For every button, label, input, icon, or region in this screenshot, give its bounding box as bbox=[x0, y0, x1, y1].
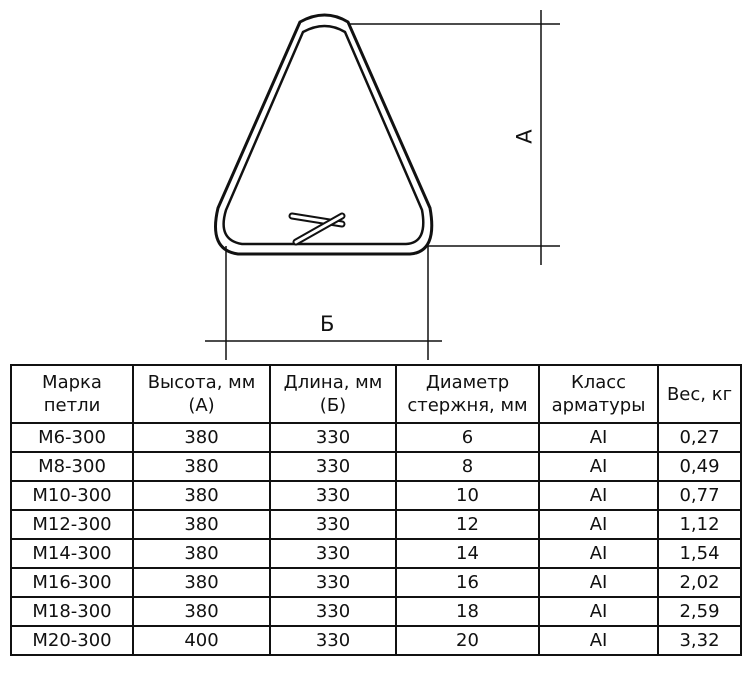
cell-height: 380 bbox=[133, 423, 270, 452]
cell-class: AI bbox=[539, 568, 658, 597]
header-diameter: Диаметр стержня, мм bbox=[396, 365, 539, 423]
cell-grade: M12-300 bbox=[11, 510, 133, 539]
cell-height: 400 bbox=[133, 626, 270, 655]
cell-length: 330 bbox=[270, 423, 396, 452]
table-row bbox=[11, 510, 741, 539]
loop-inner-contour bbox=[224, 26, 424, 244]
cell-weight: 3,32 bbox=[658, 626, 741, 655]
cell-weight: 2,02 bbox=[658, 568, 741, 597]
header-weight: Вес, кг bbox=[658, 365, 741, 423]
cell-class: AI bbox=[539, 539, 658, 568]
cell-grade: M16-300 bbox=[11, 568, 133, 597]
cell-diameter: 18 bbox=[396, 597, 539, 626]
table-row bbox=[11, 423, 741, 452]
table-row bbox=[11, 481, 741, 510]
dimension-a-label: А bbox=[512, 129, 537, 144]
cell-diameter: 10 bbox=[396, 481, 539, 510]
cell-length: 330 bbox=[270, 510, 396, 539]
dimension-b-label: Б bbox=[320, 312, 335, 336]
cell-grade: M10-300 bbox=[11, 481, 133, 510]
table-row bbox=[11, 568, 741, 597]
cell-height: 380 bbox=[133, 510, 270, 539]
cell-class: AI bbox=[539, 481, 658, 510]
cell-length: 330 bbox=[270, 452, 396, 481]
cell-class: AI bbox=[539, 423, 658, 452]
cell-weight: 1,12 bbox=[658, 510, 741, 539]
cell-length: 330 bbox=[270, 626, 396, 655]
cell-weight: 0,77 bbox=[658, 481, 741, 510]
cell-diameter: 6 bbox=[396, 423, 539, 452]
cell-height: 380 bbox=[133, 597, 270, 626]
cell-diameter: 16 bbox=[396, 568, 539, 597]
cell-weight: 0,27 bbox=[658, 423, 741, 452]
table-row bbox=[11, 626, 741, 655]
header-grade: Марка петли bbox=[11, 365, 133, 423]
cell-diameter: 12 bbox=[396, 510, 539, 539]
cell-length: 330 bbox=[270, 597, 396, 626]
cell-grade: M20-300 bbox=[11, 626, 133, 655]
cell-length: 330 bbox=[270, 539, 396, 568]
table-row bbox=[11, 452, 741, 481]
cell-height: 380 bbox=[133, 481, 270, 510]
cell-weight: 1,54 bbox=[658, 539, 741, 568]
loop-spec-table bbox=[10, 364, 742, 656]
cell-height: 380 bbox=[133, 568, 270, 597]
cell-length: 330 bbox=[270, 568, 396, 597]
cell-height: 380 bbox=[133, 539, 270, 568]
cell-weight: 2,59 bbox=[658, 597, 741, 626]
cell-grade: M6-300 bbox=[11, 423, 133, 452]
cell-diameter: 8 bbox=[396, 452, 539, 481]
cell-grade: M18-300 bbox=[11, 597, 133, 626]
header-height: Высота, мм (А) bbox=[133, 365, 270, 423]
header-class: Класс арматуры bbox=[539, 365, 658, 423]
cell-class: AI bbox=[539, 597, 658, 626]
table-row bbox=[11, 539, 741, 568]
cell-class: AI bbox=[539, 452, 658, 481]
cell-length: 330 bbox=[270, 481, 396, 510]
header-length: Длина, мм (Б) bbox=[270, 365, 396, 423]
table-row bbox=[11, 597, 741, 626]
cell-class: AI bbox=[539, 510, 658, 539]
cell-class: AI bbox=[539, 626, 658, 655]
table-header-row bbox=[11, 365, 741, 423]
cell-grade: M8-300 bbox=[11, 452, 133, 481]
cell-weight: 0,49 bbox=[658, 452, 741, 481]
cell-diameter: 14 bbox=[396, 539, 539, 568]
cell-diameter: 20 bbox=[396, 626, 539, 655]
cell-grade: M14-300 bbox=[11, 539, 133, 568]
cell-height: 380 bbox=[133, 452, 270, 481]
